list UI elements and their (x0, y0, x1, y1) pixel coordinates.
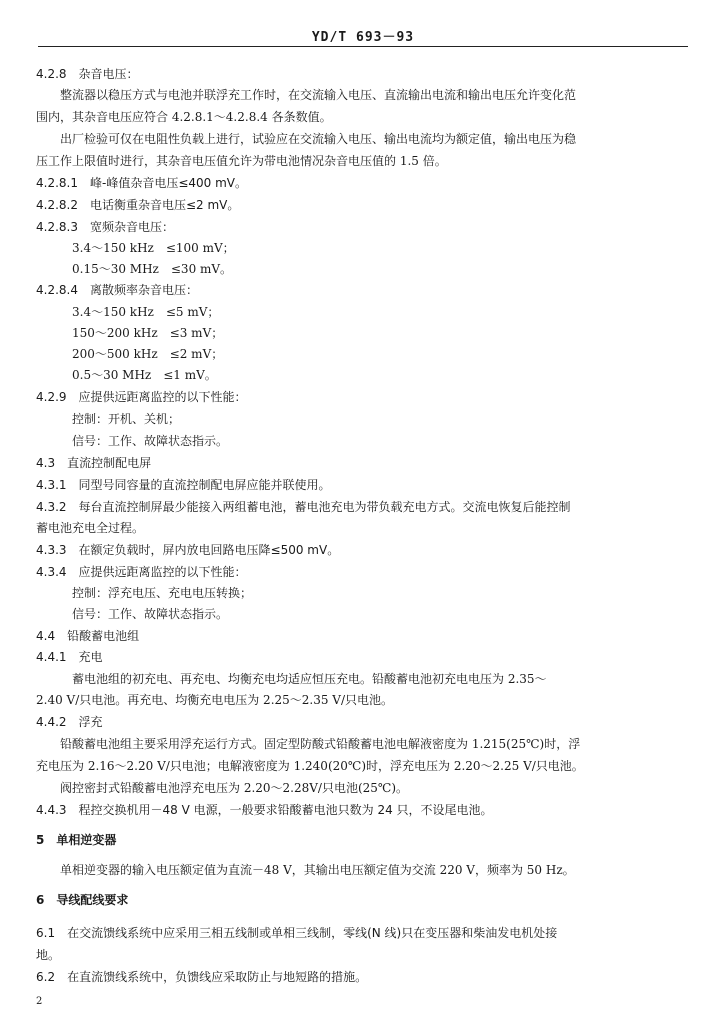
clause-4-4-3: 4.4.3 程控交换机用－48 V 电源，一般要求铅酸蓄电池只数为 24 只，不设尾电池。 (36, 803, 493, 817)
clause-4-2-8-3: 4.2.8.3 宽频杂音电压： (36, 220, 174, 234)
clause-4-3-3: 4.3.3 在额定负载时，屏内放电回路电压降≤500 mV。 (36, 543, 340, 557)
page-number: 2 (36, 996, 43, 1007)
page-header: YD/T 693－93 (311, 30, 415, 45)
paragraph-line: 控制：开机、关机； (72, 412, 181, 426)
clause-4-3-4: 4.3.4 应提供远距离监控的以下性能： (36, 565, 247, 579)
clause-6-2: 6.2 在直流馈线系统中，负馈线应采取防止与地短路的措施。 (36, 970, 368, 984)
clause-4-4-2: 4.4.2 浮充 (36, 715, 103, 729)
spec-line: 3.4～150 kHz ≤5 mV； (72, 305, 220, 319)
paragraph-line: 蓄电池充电全过程。 (36, 521, 145, 535)
clause-6-1: 6.1 在交流馈线系统中应采用三相五线制或单相三线制，零线(N 线)只在变压器和柴油发电机处接 (36, 926, 558, 940)
paragraph-line: 充电压为 2.16～2.20 V/只电池；电解液密度为 1.240(20℃)时，浮充电压为 2.20～2.25 V/只电池。 (36, 759, 584, 773)
paragraph-line: 整流器以稳压方式与电池并联浮充工作时，在交流输入电压、直流输出电流和输出电压允许变化范 (60, 88, 577, 102)
paragraph-line: 地。 (36, 948, 61, 962)
paragraph-line: 2.40 V/只电池。再充电、均衡充电电压为 2.25～2.35 V/只电池。 (36, 693, 394, 707)
paragraph-line: 围内，其杂音电压应符合 4.2.8.1～4.2.8.4 各条数值。 (36, 110, 332, 124)
paragraph-line: 信号：工作、故障状态指示。 (72, 607, 229, 621)
spec-line: 0.5～30 MHz ≤1 mV。 (72, 368, 217, 382)
clause-4-3-2: 4.3.2 每台直流控制屏最少能接入两组蓄电池，蓄电池充电为带负载充电方式。交流电恢复后能控制 (36, 500, 571, 514)
section-4-4: 4.4 铅酸蓄电池组 (36, 629, 140, 643)
clause-4-3-1: 4.3.1 同型号同容量的直流控制配电屏应能并联使用。 (36, 478, 331, 492)
paragraph-line: 阀控密封式铅酸蓄电池浮充电压为 2.20～2.28V/只电池(25℃)。 (60, 781, 409, 795)
section-6-heading: 6 导线配线要求 (36, 893, 129, 907)
spec-line: 0.15～30 MHz ≤30 mV。 (72, 262, 233, 276)
section-4-3: 4.3 直流控制配电屏 (36, 456, 152, 470)
header-rule (38, 46, 688, 47)
clause-4-2-9: 4.2.9 应提供远距离监控的以下性能： (36, 390, 247, 404)
paragraph-line: 控制：浮充电压、充电电压转换； (72, 586, 253, 600)
spec-line: 150～200 kHz ≤3 mV； (72, 326, 224, 340)
paragraph-line: 铅酸蓄电池组主要采用浮充运行方式。固定型防酸式铅酸蓄电池电解液密度为 1.215(25℃)时，浮 (60, 737, 581, 751)
paragraph-line: 信号：工作、故障状态指示。 (72, 434, 229, 448)
clause-4-2-8-2: 4.2.8.2 电话衡重杂音电压≤2 mV。 (36, 198, 240, 212)
paragraph-line: 出厂检验可仅在电阻性负载上进行，试验应在交流输入电压、输出电流均为额定值，输出电压为稳 (60, 132, 577, 146)
section-5-heading: 5 单相逆变器 (36, 833, 117, 847)
paragraph-line: 单相逆变器的输入电压额定值为直流－48 V，其输出电压额定值为交流 220 V，频率为 50 Hz。 (60, 863, 575, 877)
spec-line: 200～500 kHz ≤2 mV； (72, 347, 224, 361)
clause-4-2-8: 4.2.8 杂音电压： (36, 67, 139, 81)
paragraph-line: 蓄电池组的初充电、再充电、均衡充电均适应恒压充电。铅酸蓄电池初充电电压为 2.35～ (72, 672, 547, 686)
clause-4-2-8-1: 4.2.8.1 峰-峰值杂音电压≤400 mV。 (36, 176, 247, 190)
spec-line: 3.4～150 kHz ≤100 mV； (72, 241, 235, 255)
clause-4-2-8-4: 4.2.8.4 离散频率杂音电压： (36, 283, 198, 297)
paragraph-line: 压工作上限值时进行，其杂音电压值允许为带电池情况杂音电压值的 1.5 倍。 (36, 154, 447, 168)
clause-4-4-1: 4.4.1 充电 (36, 650, 103, 664)
